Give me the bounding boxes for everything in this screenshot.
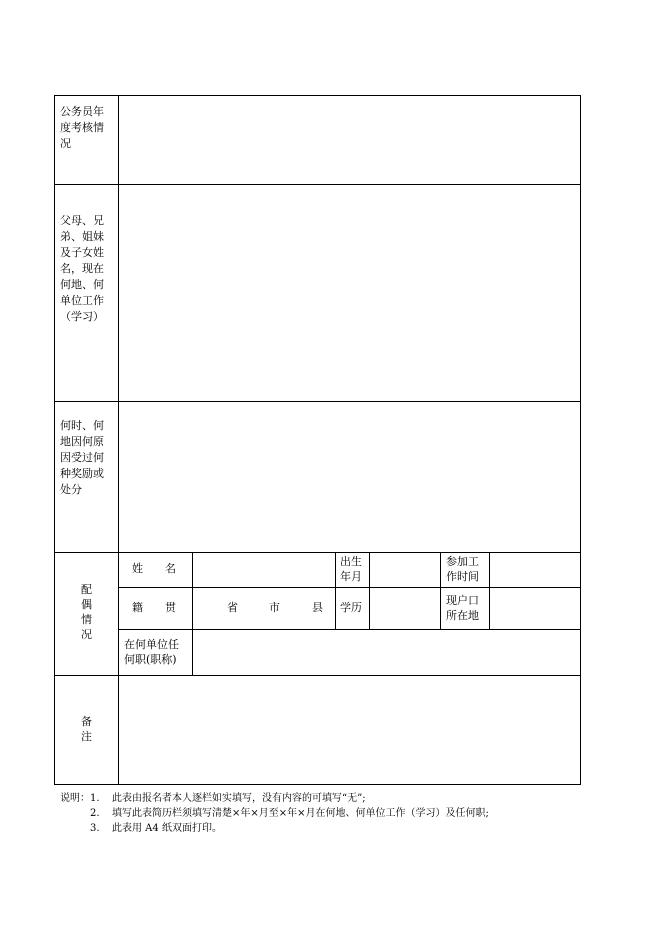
column-divider bbox=[335, 552, 336, 629]
registration-form-table bbox=[54, 95, 581, 785]
note-number: 1. bbox=[90, 793, 100, 804]
annual-assessment-label: 公务员年 度考核情 况 bbox=[60, 105, 104, 150]
notes-prefix: 说明： bbox=[60, 793, 90, 804]
note-number: 2. bbox=[90, 808, 100, 819]
instructions-notes bbox=[60, 791, 489, 836]
family-members-field[interactable] bbox=[119, 185, 580, 401]
rewards-punishments-field[interactable] bbox=[119, 402, 580, 552]
spouse-name-field[interactable] bbox=[193, 553, 335, 587]
spouse-education-label: 学历 bbox=[340, 601, 362, 614]
spouse-section-label: 配 偶 情 况 bbox=[81, 583, 92, 641]
spouse-employer-label: 在何单位任 何职(职称) bbox=[124, 638, 179, 666]
spouse-work-start-field[interactable] bbox=[490, 553, 580, 587]
rewards-punishments-label: 何时、何 地因何原 因受过何 种奖励或 处分 bbox=[60, 419, 104, 496]
spouse-education-field[interactable] bbox=[370, 588, 440, 629]
origin-county-label: 县 bbox=[312, 601, 323, 614]
spouse-residence-label: 现户口 所在地 bbox=[446, 594, 479, 622]
spouse-employer-field[interactable] bbox=[193, 630, 580, 675]
annual-assessment-field[interactable] bbox=[119, 96, 580, 184]
remarks-field[interactable] bbox=[119, 676, 580, 784]
note-text: 此表由报名者本人逐栏如实填写，没有内容的可填写“无”; bbox=[112, 793, 366, 804]
spouse-name-label: 姓 名 bbox=[132, 562, 176, 575]
note-number: 3. bbox=[90, 823, 100, 834]
spouse-origin-field[interactable] bbox=[193, 588, 335, 629]
note-item bbox=[60, 806, 489, 821]
spouse-origin-label: 籍 贯 bbox=[132, 601, 176, 614]
spouse-work-start-label: 参加工 作时间 bbox=[446, 555, 479, 583]
origin-province-label: 省 bbox=[227, 601, 238, 614]
note-item bbox=[60, 821, 489, 836]
spouse-birth-label: 出生 年月 bbox=[340, 555, 362, 583]
note-item bbox=[60, 791, 489, 806]
column-divider bbox=[440, 552, 441, 629]
origin-city-label: 市 bbox=[269, 601, 280, 614]
note-text: 此表用 A4 纸双面打印。 bbox=[112, 823, 222, 834]
remarks-label: 备 注 bbox=[81, 715, 92, 743]
note-text: 填写此表简历栏须填写清楚×年×月至×年×月在何地、何单位工作（学习）及任何职; bbox=[112, 808, 489, 819]
spouse-residence-field[interactable] bbox=[490, 588, 580, 629]
spouse-birth-field[interactable] bbox=[370, 553, 440, 587]
family-members-label: 父母、兄 弟、姐妹 及子女姓 名，现在 何地、何 单位工作 （学习） bbox=[60, 214, 104, 323]
